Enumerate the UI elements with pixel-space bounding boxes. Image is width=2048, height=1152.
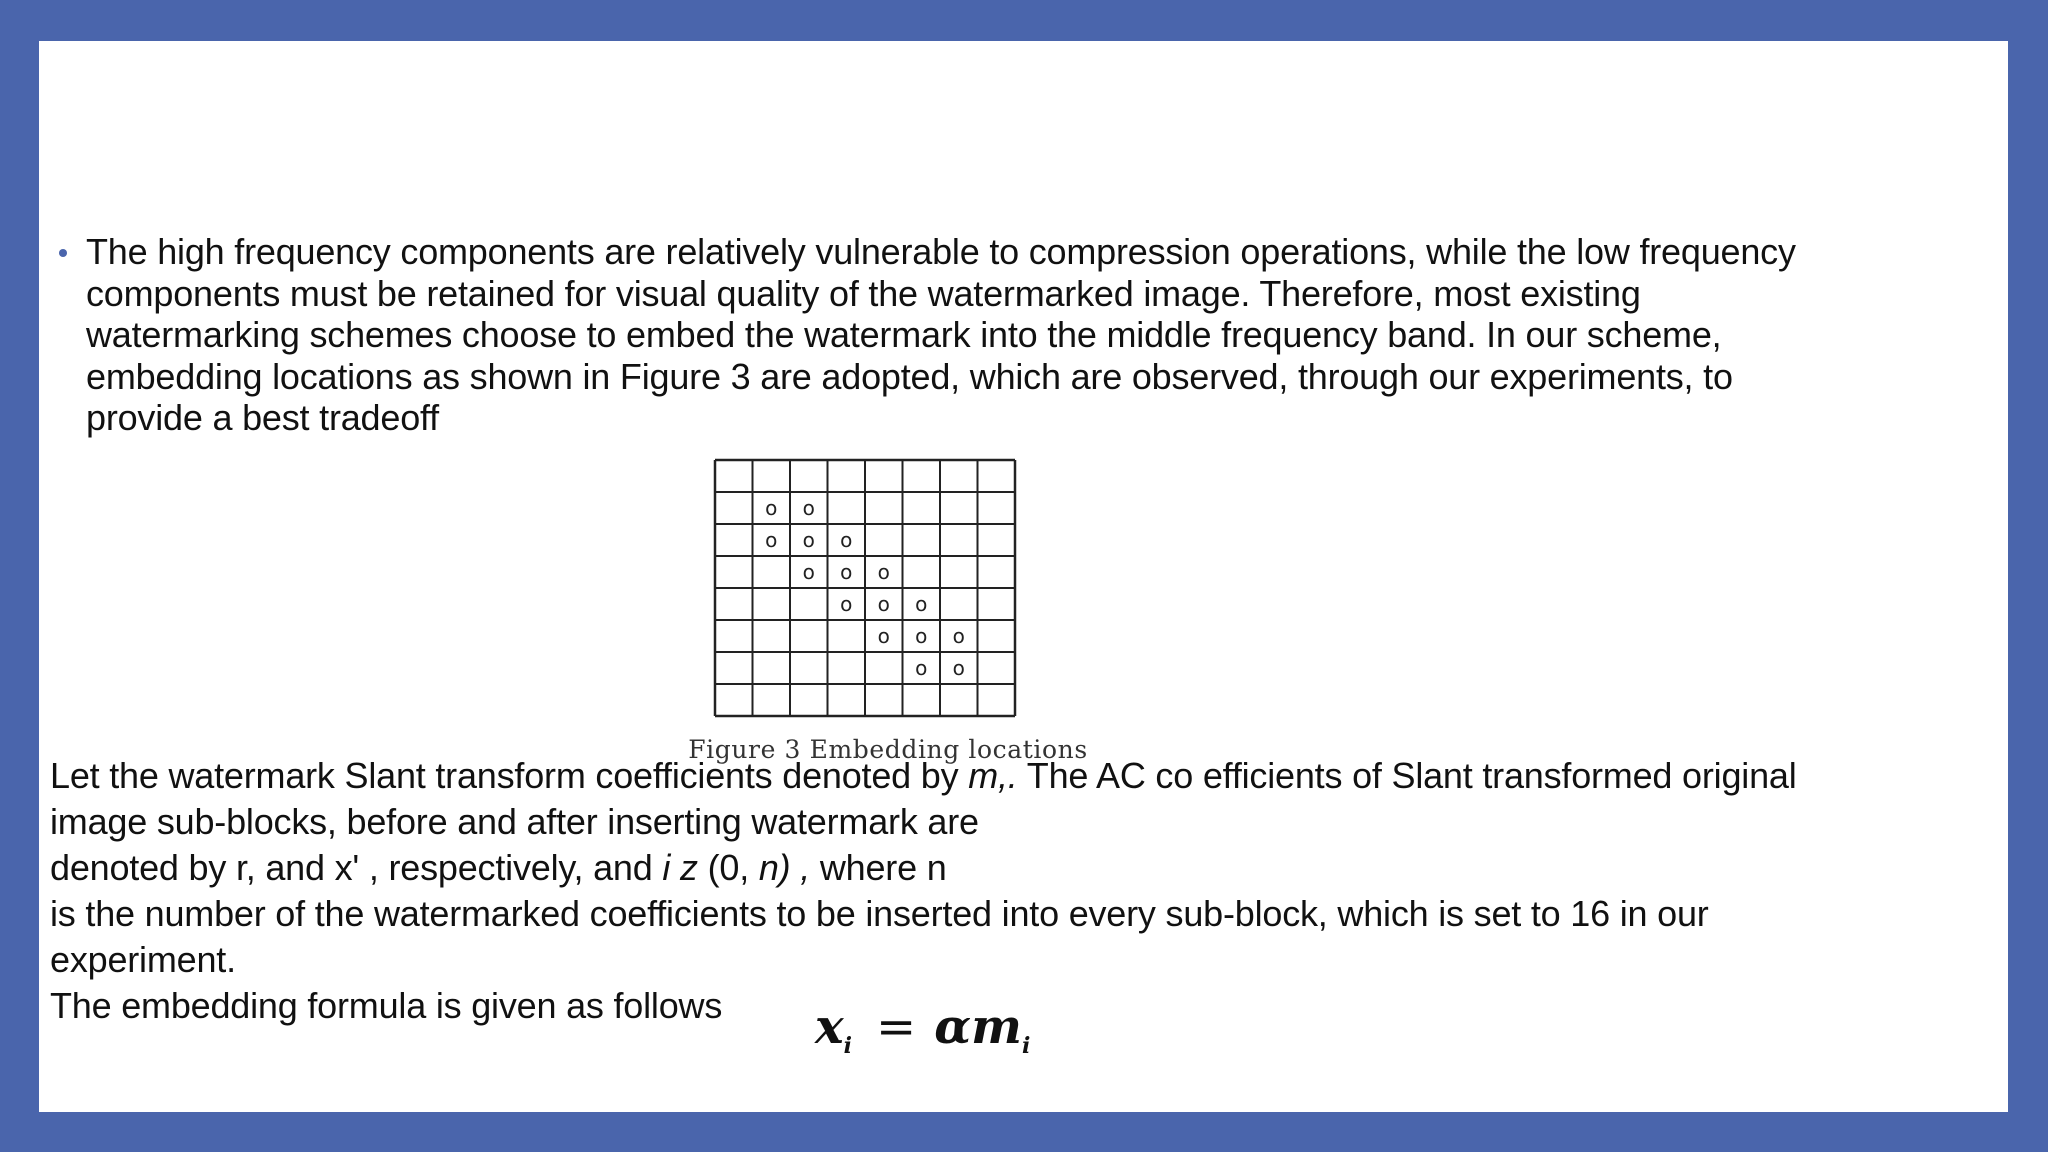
para-italic: m,. — [968, 755, 1018, 796]
slide — [39, 41, 2008, 1112]
bullet-line: watermarking schemes choose to embed the watermark into the middle frequency band. In our scheme, — [86, 314, 1722, 355]
para-line-3 — [50, 845, 2000, 891]
embedding-locations-figure — [673, 415, 1103, 775]
para-italic: n) , — [758, 847, 811, 888]
bullet-paragraph — [59, 231, 1979, 439]
para-text: Let the watermark Slant transform coefficients denoted by — [50, 755, 969, 796]
para-line-6: The embedding formula is given as follows — [50, 985, 723, 1026]
formula-rhs-sub: i — [1021, 1033, 1031, 1059]
bullet-line: components must be retained for visual quality of the watermarked image. Therefore, most existing — [86, 272, 1641, 314]
embedding-marker: o — [840, 560, 853, 584]
embedding-marker: o — [802, 496, 815, 520]
para-line-1 — [50, 753, 2000, 799]
figure-caption: Figure 3 Embedding locations — [688, 735, 1088, 764]
embedding-marker: o — [877, 624, 890, 648]
embedding-grid — [673, 415, 1103, 725]
formula-lhs-sub: i — [843, 1033, 852, 1059]
embedding-marker: o — [952, 656, 965, 680]
embedding-marker: o — [840, 592, 853, 616]
para-text: The AC co efficients of Slant transformed original — [1017, 755, 1797, 796]
embedding-marker: o — [915, 624, 928, 648]
para-line-5: experiment. — [50, 939, 236, 980]
embedding-marker: o — [915, 592, 928, 616]
para-text: (0, — [697, 847, 759, 888]
bullet-line: provide a best tradeoff — [86, 397, 439, 438]
embedding-marker: o — [802, 560, 815, 584]
bullet-dot-icon — [59, 249, 67, 257]
embedding-marker: o — [765, 496, 778, 520]
embedding-marker: o — [952, 624, 965, 648]
para-line-4: is the number of the watermarked coefficients to be inserted into every sub-block, which is set to 16 in our — [50, 893, 1709, 934]
embedding-marker: o — [840, 528, 853, 552]
bullet-text — [86, 231, 1796, 439]
formula-equals: = — [875, 999, 917, 1055]
embedding-marker: o — [802, 528, 815, 552]
para-line-2: image sub-blocks, before and after inserting watermark are — [50, 801, 979, 842]
para-italic: i z — [662, 847, 698, 888]
bullet-line: The high frequency components are relatively vulnerable to compression operations, while the low frequency — [86, 231, 1796, 272]
body-paragraph — [50, 753, 2000, 1029]
bullet-line: embedding locations as shown in Figure 3 are adopted, which are observed, through our experiments, to — [86, 355, 1733, 397]
embedding-marker: o — [765, 528, 778, 552]
embedding-formula — [815, 999, 1030, 1059]
embedding-marker: o — [877, 560, 890, 584]
embedding-marker: o — [877, 592, 890, 616]
para-text: denoted by r, and x' , respectively, and — [50, 847, 663, 888]
para-text: where n — [810, 847, 947, 888]
formula-lhs: x — [815, 999, 844, 1055]
formula-rhs: αm — [934, 999, 1022, 1055]
embedding-marker: o — [915, 656, 928, 680]
